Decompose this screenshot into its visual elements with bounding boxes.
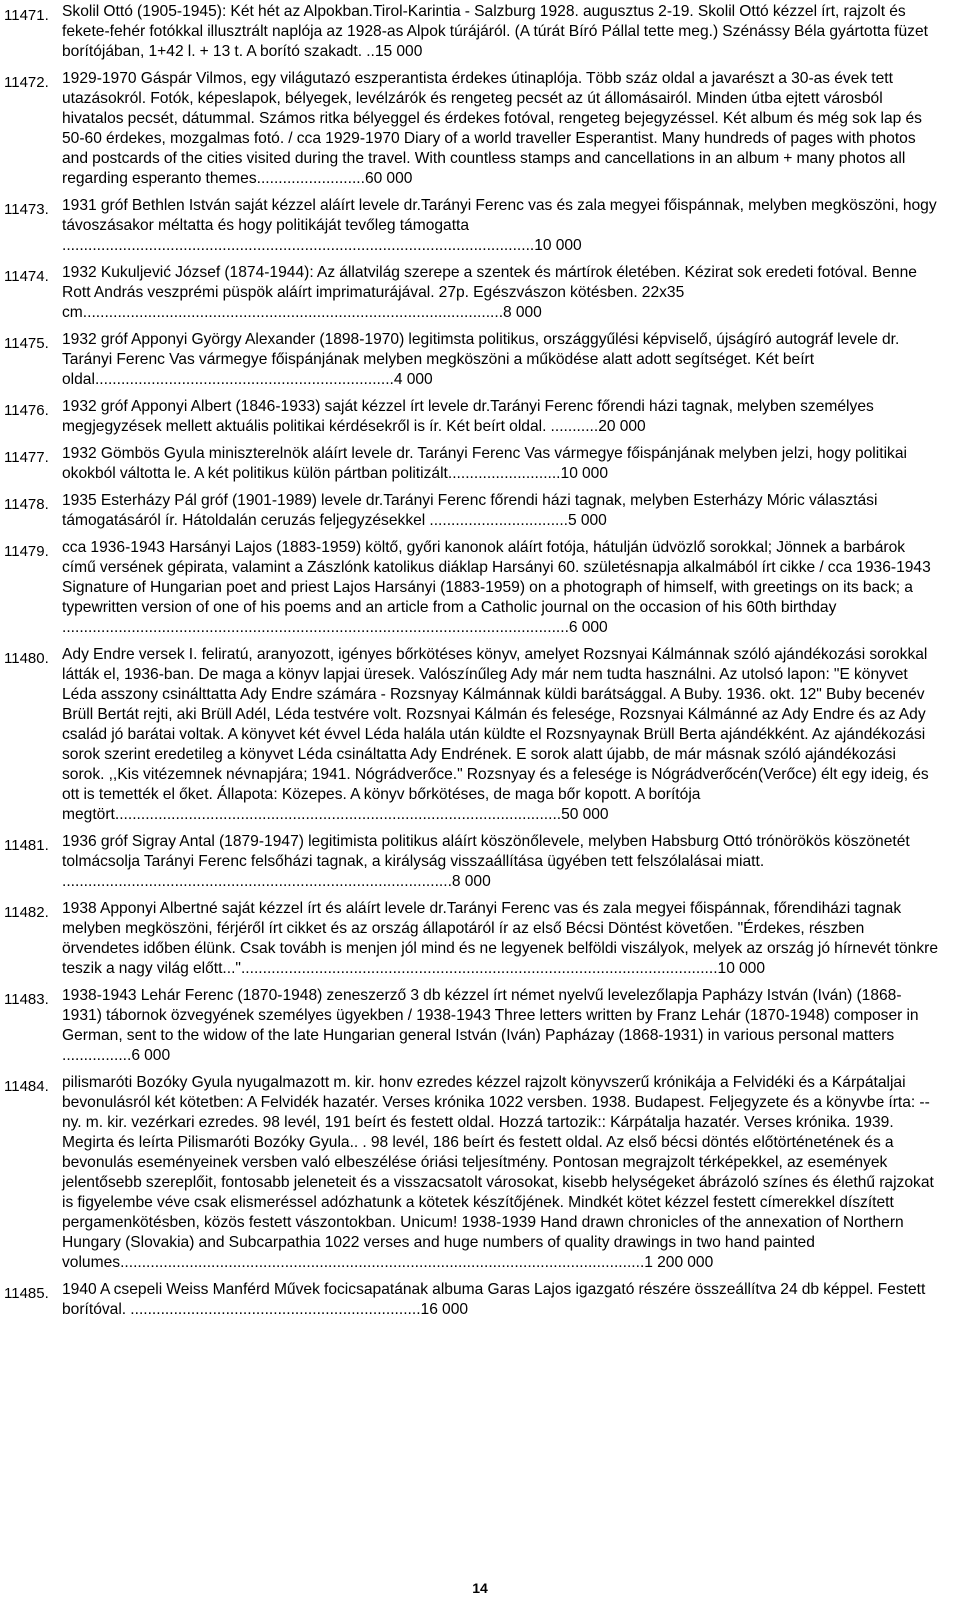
entry-number: 11484. — [4, 1078, 49, 1095]
entry-description: 1932 Gömbös Gyula miniszterelnök aláírt levele dr. Tarányi Ferenc Vas vármegye főispánjának melyben jelzi, hogy politikai okokból váltotta le. A két politikus külön pártban politizált..........................10 000 — [62, 445, 907, 482]
catalog-entry — [4, 986, 940, 1066]
catalog-entry — [4, 1280, 940, 1320]
entry-description: Ady Endre versek I. feliratú, aranyozott, igényes bőrkötéses könyv, amelyet Rozsnyai Kálmánnak szóló ajándékozási sorokkal látták el, 1936-ban. De maga a könyv lapjai üresek. Valószínűleg Ady már nem tudta használni. Az utolsó lapon: "E könyvet Léda asszony csinálttatta Ady Endre számára - Rozsnyay Kálmánnak küldi barátsággal. A Buby. 1936. okt. 12" Buby becenév Brüll Bertát rejti, aki Brüll Adél, Léda testvére volt. Rozsnyai Kálmán és felesége, Rozsnyai Kálmánné az Ady Endre és az Ady család jó barátai voltak. A könyvet két évvel Léda halála után küldte el Rozsnyaynak Brüll Berta ajándékként. Az ajándékozási sorok szerint eredetileg a könyvet Léda csináltatta Ady Endrének. E sorok alatt újabb, de már másnak szóló ajándékozási sorok. ,,Kis vitézemnek névnapjára; 1941. Nógrádverőce." Rozsnyay és a felesége is Nógrádverőcén(Verőce) élt egy ideig, és ott is temették el őket. Állapota: Közepes. A könyv bőrkötéses, de maga bőr kopott. A borítója megtört.......................................................................................................50 000 — [62, 646, 929, 823]
catalog-entry — [4, 69, 940, 189]
entry-number: 11479. — [4, 543, 49, 560]
entry-description: 1931 gróf Bethlen István saját kézzel aláírt levele dr.Tarányi Ferenc vas és zala megyei főispánnak, melyben megköszöni, hogy távoszásakor méltatta és hogy politikáját tevőleg támogatta .............................................................................................................10 000 — [62, 197, 937, 254]
entry-number: 11485. — [4, 1285, 49, 1302]
entry-number: 11473. — [4, 201, 49, 218]
entry-description: 1935 Esterházy Pál gróf (1901-1989) levele dr.Tarányi Ferenc főrendi házi tagnak, melyben Esterházy Móric választási támogatásáról ír. Hátoldalán ceruzás feljegyzésekkel ................................5 000 — [62, 492, 878, 529]
catalog-entry — [4, 538, 940, 638]
entry-description: 1932 Kukuljević József (1874-1944): Az állatvilág szerepe a szentek és mártírok életében. Kézirat sok eredeti fotóval. Benne Rott András veszprémi püspök aláírt imprimaturájával. 27p. Egészvászon kötésben. 22x35 cm.................................................................................................8 000 — [62, 264, 917, 321]
entry-description: cca 1936-1943 Harsányi Lajos (1883-1959) költő, győri kanonok aláírt fotója, hátulján üdvözlő sorokkal; Jönnek a barbárok című versének gépirata, valamint a Zászlónk katolikus diáklap Harsányi 60. születésnapja alkalmából írt cikke / cca 1936-1943 Signature of Hungarian poet and priest Lajos Harsányi (1883-1959) on a photograph of himself, with greetings on its back; a typewritten version of one of his poems and an article from a Catholic journal on the occasion of his 60th birthday .....................................................................................................................6 000 — [62, 539, 931, 636]
catalog-entry — [4, 397, 940, 437]
entry-description: 1940 A csepeli Weiss Manférd Művek focicsapatának albuma Garas Lajos igazgató részére összeállítva 24 db képpel. Festett borítóval. ...................................................................16 000 — [62, 1281, 926, 1318]
entry-description: 1932 gróf Apponyi György Alexander (1898-1970) legitimsta politikus, országgyűlési képviselő, újságíró autográf levele dr. Tarányi Ferenc Vas vármegye főispánjának melyben megköszöni a működése alatt adott segítséget. Két beírt oldal.....................................................................4 000 — [62, 331, 900, 388]
catalog-entry — [4, 899, 940, 979]
page-number: 14 — [472, 1580, 488, 1596]
entry-number: 11477. — [4, 449, 49, 466]
catalog-entry — [4, 196, 940, 256]
entry-description: 1929-1970 Gáspár Vilmos, egy világutazó eszperantista érdekes útinaplója. Több száz oldal a javarészt a 30-as évek tett utazásokról. Fotók, képeslapok, bélyegek, levélzárók és rengeteg pecsét az út állomásairól. Minden útba ejtett városból hivatalos pecsét, dátummal. Számos ritka bélyeggel és érdekes fotóval, rengeteg bejegyzéssel. Két album és még sok lap és 50-60 érdekes, mozgalmas fotó. / cca 1929-1970 Diary of a world traveller Esperantist. Many hundreds of pages with photos and postcards of the cities visited during the travel. With countless stamps and cancellations in an album + many photos all regarding esperanto themes.........................60 000 — [62, 70, 922, 187]
entry-number: 11481. — [4, 837, 49, 854]
entry-number: 11471. — [4, 7, 49, 24]
catalog-entry — [4, 2, 940, 62]
entry-description: 1938 Apponyi Albertné saját kézzel írt és aláírt levele dr.Tarányi Ferenc vas és zala megyei főispánnak, főrendiházi tagnak melyben megköszöni, férjéről írt cikket és az ország állapotáról ír az első Bécsi Döntést követően. "Érdekes, részben örvendetes időben élünk. Csak továbh is menjen jól mind és ne legyenek belföldi viszályok, melyek az ország jó hírnevét tönkre teszik a nagy világ előtt..."..............................................................................................................10 000 — [62, 900, 938, 977]
catalog-entry — [4, 330, 940, 390]
entry-description: 1938-1943 Lehár Ferenc (1870-1948) zeneszerző 3 db kézzel írt német nyelvű levelezőlapja Papházy István (Iván) (1868-1931) tábornok özvegyének személyes ügyekben / 1938-1943 Three letters written by Franz Lehár (1870-1948) composer in German, sent to the widow of the late Hungarian general István (Iván) Papházay (1868-1931) in various personal matters ................6 000 — [62, 987, 919, 1064]
catalog-entry — [4, 491, 940, 531]
entry-number: 11472. — [4, 74, 49, 91]
entry-number: 11483. — [4, 991, 49, 1008]
catalog-entry — [4, 263, 940, 323]
entry-description: 1936 gróf Sigray Antal (1879-1947) legitimista politikus aláírt köszönőlevele, melyben Habsburg Ottó trónörökös köszönetét tolmácsolja Tarányi Ferenc felsőházi tagnak, a királyság visszaállítása ügyében tett felszólalásai miatt. ..........................................................................................8 000 — [62, 833, 910, 890]
entry-description: Skolil Ottó (1905-1945): Két hét az Alpokban.Tirol-Karintia - Salzburg 1928. augusztus 2-19. Skolil Ottó kézzel írt, rajzolt és fekete-fehér fotókkal illusztrált naplója az 1928-as Alpok túrájáról. (A túrát Bíró Pállal tette meg.) Szénássy Béla gyártotta füzet borítójában, 1+42 l. + 13 t. A borító szakadt. ..15 000 — [62, 3, 928, 60]
entry-number: 11476. — [4, 402, 49, 419]
catalog-entry — [4, 1073, 940, 1273]
entry-number: 11478. — [4, 496, 49, 513]
entry-number: 11474. — [4, 268, 49, 285]
entry-description: pilismaróti Bozóky Gyula nyugalmazott m. kir. honv ezredes kézzel rajzolt könyvszerű krónikája a Felvidéki és a Kárpátaljai bevonulásról két kötetben: A Felvidék hazatér. Verses krónika 1022 versben. 1938. Budapest. Feljegyzete és a könyvbe írta: -- ny. m. kir. vezérkari ezredes. 98 levél, 191 beírt és festett oldal. Hozzá tartozik:: Kárpátalja hazatér. Verses krónika. 1939. Megirta és leírta Pilismaróti Bozóky Gyula.. . 98 levél, 186 beírt és festett oldal. Az első bécsi döntés előtörténetének és a bevonulás eseményeinek versben való elbeszélése óriási teljesítmény. Pontosan megrajzolt térképekkel, az események jelentősebb szereplőit, fontosabb jeleneteit és a visszacsatolt városokat, kisebb helységeket ábrázoló színes és élethű rajzokat is figyelembe véve csak elismeréssel adózhatunk a kötetek készítőjének. Mindkét kötet kézzel festett címerekkel díszített pergamenkötésben, közös festett vászontokban. Unicum! 1938-1939 Hand drawn chronicles of the annexation of Northern Hungary (Slovakia) and Subcarpathia 1022 verses and huge numbers of quality drawings in two hand painted volumes.........................................................................................................................1 200 000 — [62, 1074, 934, 1271]
catalog-entry — [4, 645, 940, 825]
catalog-entry — [4, 444, 940, 484]
entry-number: 11480. — [4, 650, 49, 667]
catalog-entry — [4, 832, 940, 892]
entry-number: 11475. — [4, 335, 49, 352]
entry-description: 1932 gróf Apponyi Albert (1846-1933) saját kézzel írt levele dr.Tarányi Ferenc főrendi házi tagnak, melyben személyes megjegyzések mellett aktuális politikai kérdésekről is ír. Két beírt oldal. ...........20 000 — [62, 398, 874, 435]
entry-number: 11482. — [4, 904, 49, 921]
catalog-list — [4, 2, 940, 1327]
